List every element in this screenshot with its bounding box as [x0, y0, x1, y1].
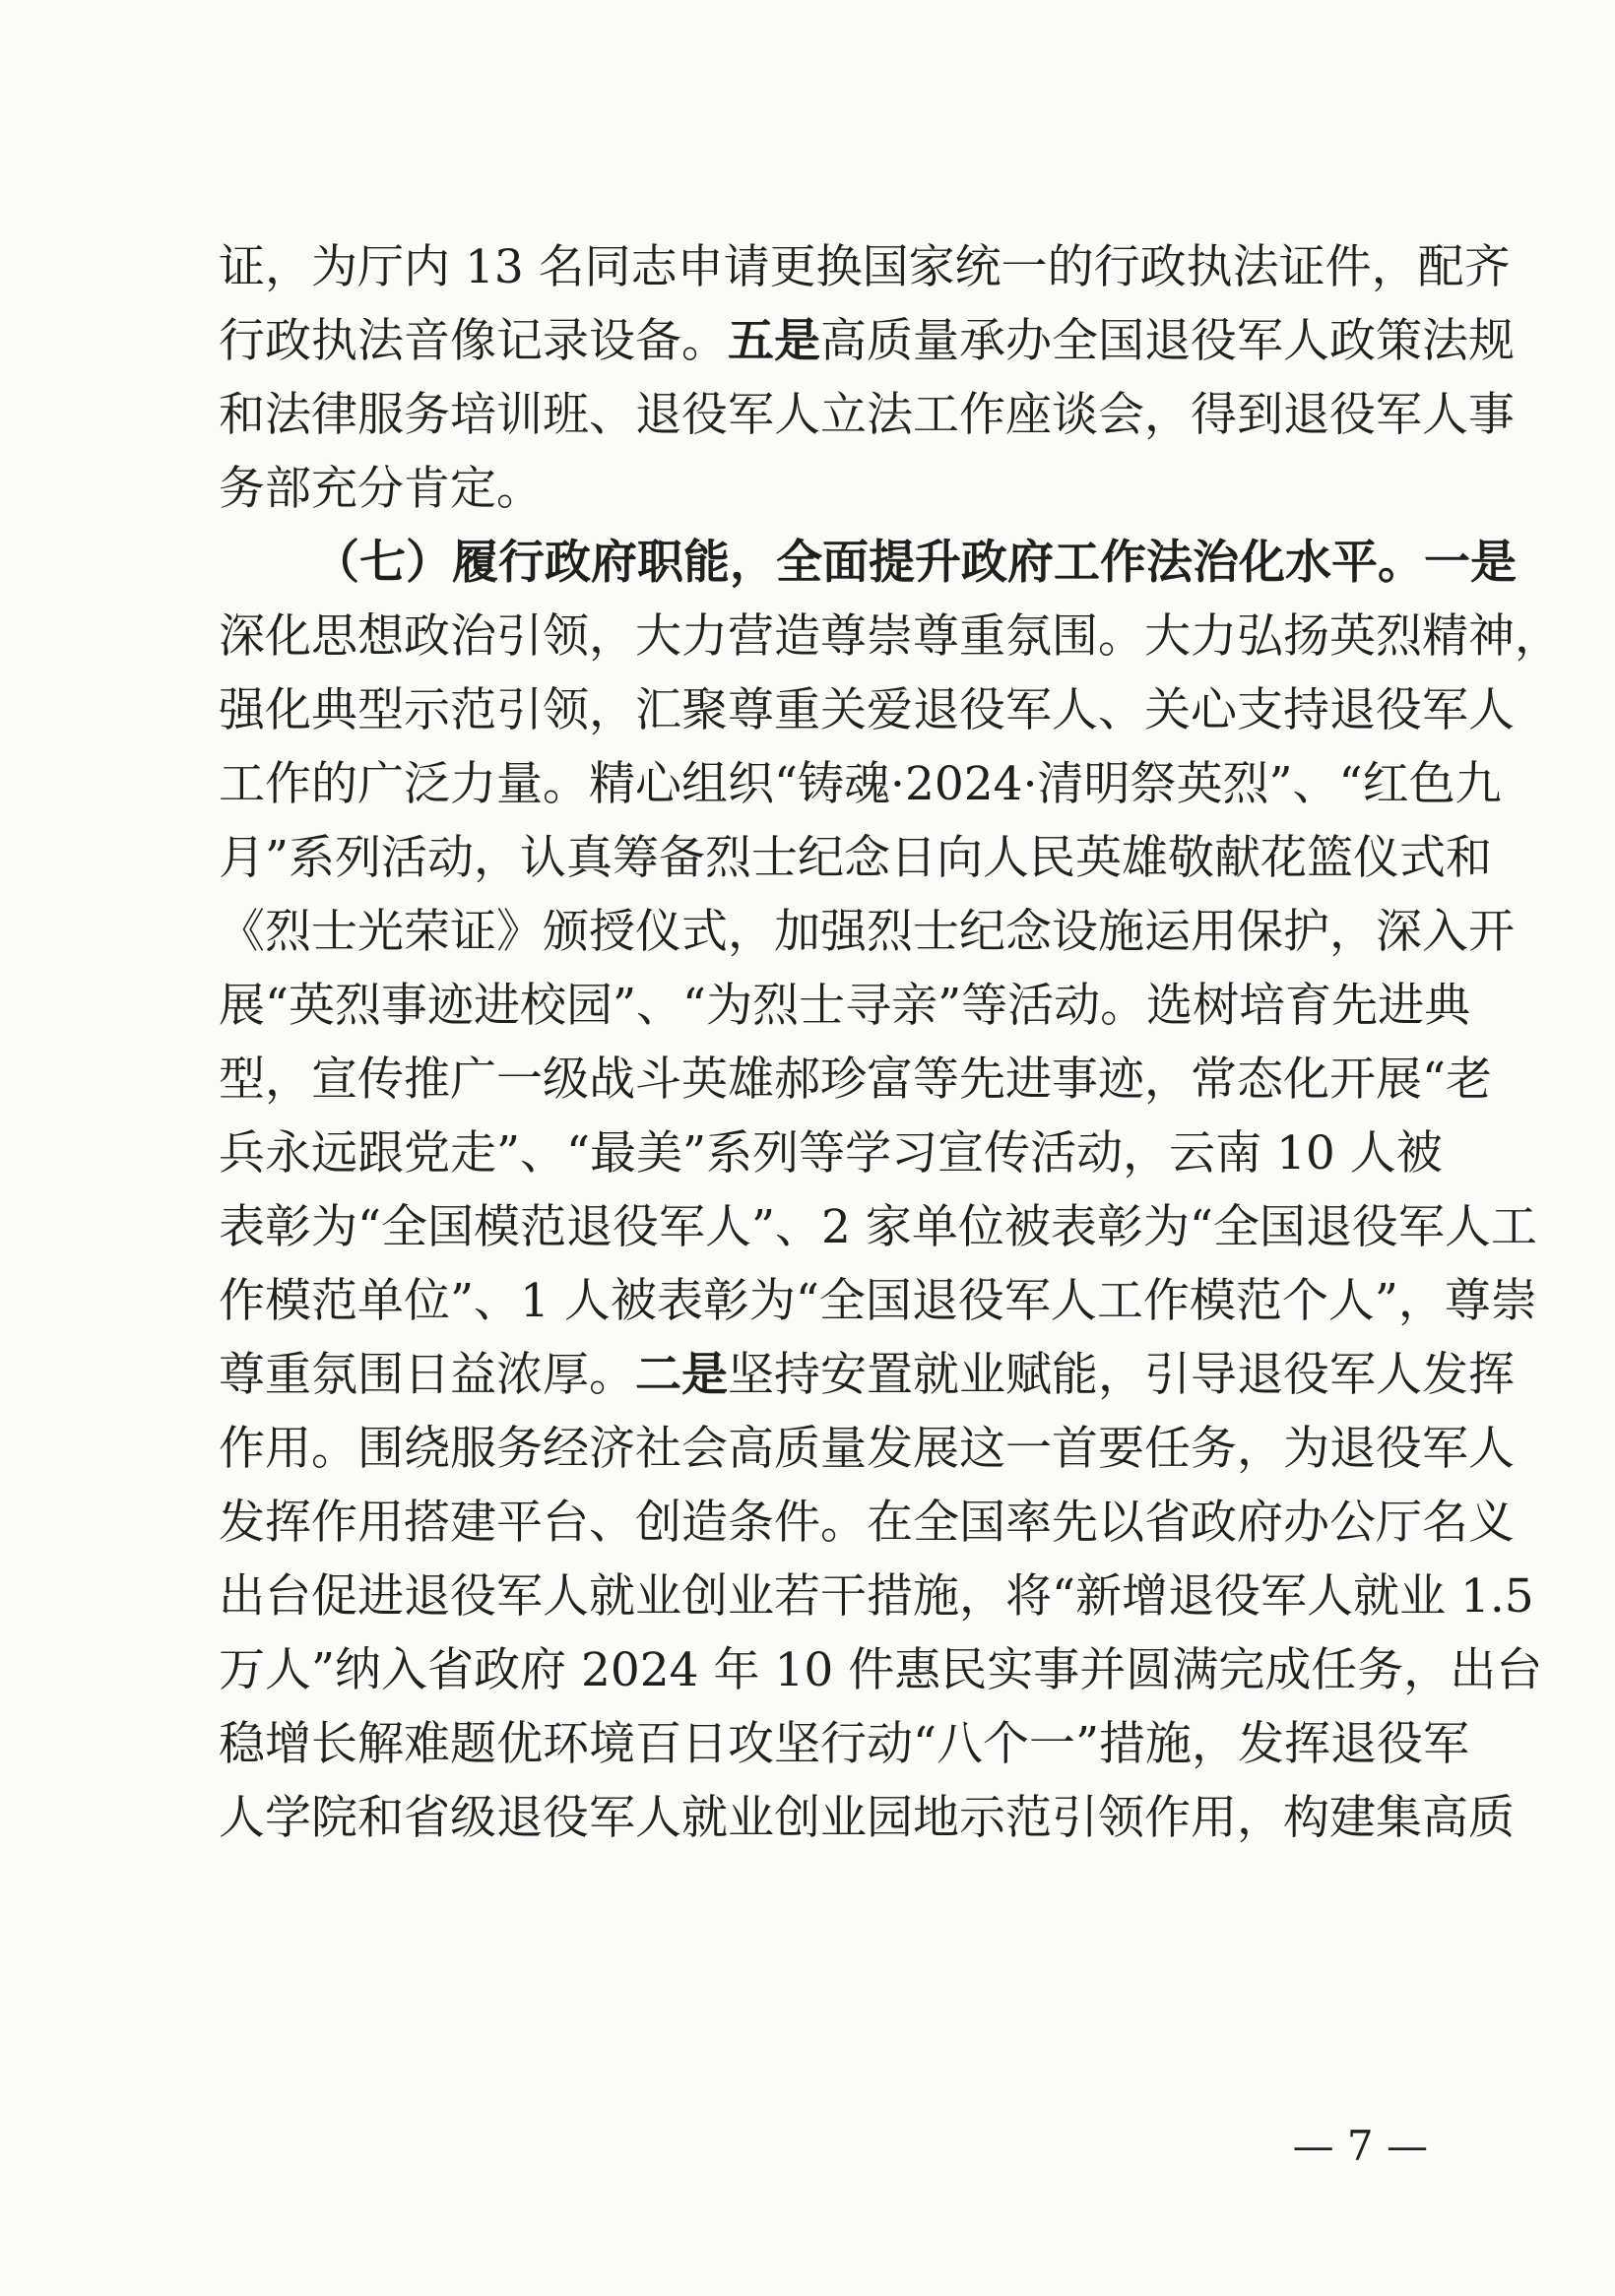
paragraph-line: 表彰为“全国模范退役军人”、2 家单位被表彰为“全国退役军人工	[219, 1200, 1537, 1254]
page-number: — 7 —	[1292, 2122, 1428, 2170]
paragraph-line: 证，为厅内 13 名同志申请更换国家统一的行政执法证件，配齐	[219, 240, 1511, 294]
paragraph-line: 行政执法音像记录设备。五是高质量承办全国退役军人政策法规	[219, 314, 1515, 368]
paragraph-line: 展“英烈事迹进校园”、“为烈士寻亲”等活动。选树培育先进典	[219, 979, 1471, 1033]
paragraph-line: 《烈士光荣证》颁授仪式，加强烈士纪念设施运用保护，深入开	[219, 905, 1515, 959]
paragraph-line: 型，宣传推广一级战斗英雄郝珍富等先进事迹，常态化开展“老	[219, 1052, 1493, 1107]
paragraph-line: 万人”纳入省政府 2024 年 10 件惠民实事并圆满完成任务，出台	[219, 1643, 1543, 1697]
paragraph-line: 务部充分肯定。	[219, 462, 543, 516]
paragraph-line: 出台促进退役军人就业创业若干措施，将“新增退役军人就业 1.5	[219, 1569, 1534, 1624]
paragraph-line: 兵永远跟党走”、“最美”系列等学习宣传活动，云南 10 人被	[219, 1126, 1443, 1180]
paragraph-line: 深化思想政治引领，大力营造尊崇尊重氛围。大力弘扬英烈精神，	[219, 609, 1561, 664]
paragraph-line: 强化典型示范引领，汇聚尊重关爱退役军人、关心支持退役军人	[219, 683, 1515, 737]
paragraph-line: 稳增长解难题优环境百日攻坚行动“八个一”措施，发挥退役军	[219, 1717, 1470, 1771]
section-heading: （七）履行政府职能，全面提升政府工作法治化水平。一是	[313, 536, 1517, 590]
paragraph-line: 和法律服务培训班、退役军人立法工作座谈会，得到退役军人事	[219, 388, 1515, 442]
paragraph-line: 作模范单位”、1 人被表彰为“全国退役军人工作模范个人”，尊崇	[219, 1274, 1537, 1328]
paragraph-line: 工作的广泛力量。精心组织“铸魂·2024·清明祭英烈”、“红色九	[219, 757, 1502, 811]
paragraph-line: 作用。围绕服务经济社会高质量发展这一首要任务，为退役军人	[219, 1422, 1515, 1476]
paragraph-line: 尊重氛围日益浓厚。二是坚持安置就业赋能，引导退役军人发挥	[219, 1348, 1515, 1402]
paragraph-line: 人学院和省级退役军人就业创业园地示范引领作用，构建集高质	[219, 1791, 1515, 1845]
paragraph-line: 发挥作用搭建平台、创造条件。在全国率先以省政府办公厅名义	[219, 1496, 1515, 1550]
paragraph-line: 月”系列活动，认真筹备烈士纪念日向人民英雄敬献花篮仪式和	[219, 831, 1493, 885]
